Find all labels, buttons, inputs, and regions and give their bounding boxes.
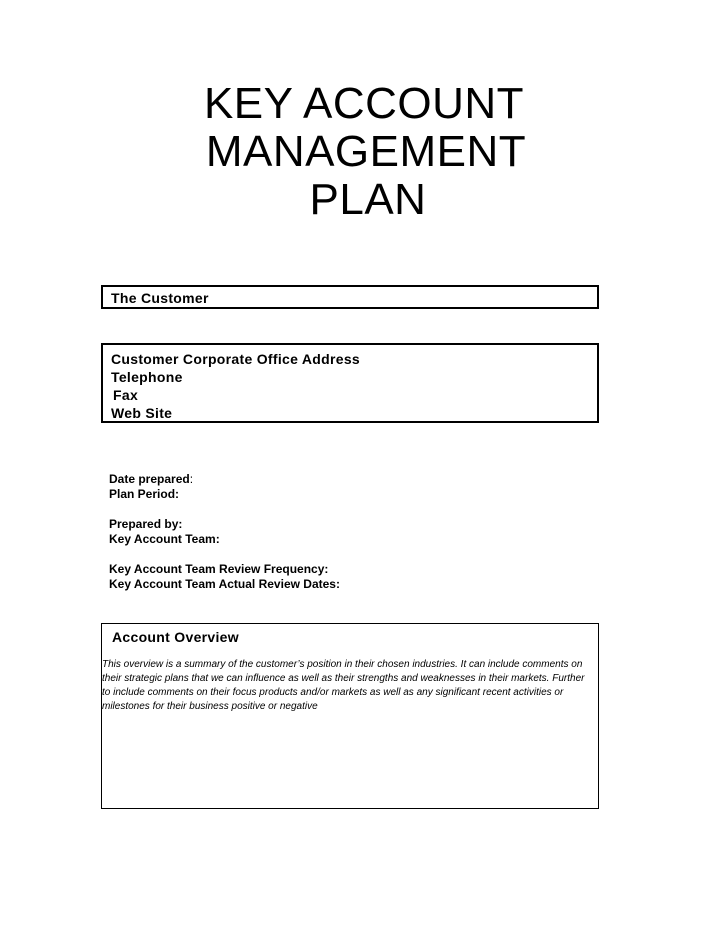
plan-metadata	[109, 472, 340, 592]
title-line-1: KEY ACCOUNT	[203, 79, 525, 128]
spacer	[109, 547, 340, 562]
customer-box	[101, 285, 599, 309]
key-account-team-label: Key Account Team:	[109, 532, 220, 546]
title-line-3: PLAN	[309, 175, 427, 224]
plan-period-label: Plan Period:	[109, 487, 180, 501]
date-prepared-row	[109, 472, 340, 487]
account-overview-heading: Account Overview	[112, 629, 239, 645]
review-frequency-label: Key Account Team Review Frequency:	[109, 562, 329, 576]
address-lines	[111, 350, 360, 422]
actual-review-dates-label: Key Account Team Actual Review Dates:	[109, 577, 340, 591]
date-prepared-colon: :	[189, 472, 194, 486]
account-overview-box	[101, 623, 599, 809]
corporate-address-label: Customer Corporate Office Address	[111, 351, 360, 367]
fax-label: Fax	[113, 387, 139, 403]
account-overview-body: This overview is a summary of the customer’s position in their chosen industries. It can include comments on their strategic plans that we can influence as well as their strengths and weaknesses in their markets. Further to include comments on their focus products and/or markets as well as any significant recent activities or milestones for their business positive or negative	[102, 659, 585, 712]
customer-label: The Customer	[111, 290, 209, 306]
address-box	[101, 343, 599, 423]
title-line-2: MANAGEMENT	[205, 127, 527, 176]
spacer	[109, 502, 340, 517]
prepared-by-label: Prepared by:	[109, 517, 183, 531]
document-title	[0, 80, 728, 224]
date-prepared-label: Date prepared	[109, 472, 190, 486]
website-label: Web Site	[111, 405, 173, 421]
telephone-label: Telephone	[111, 369, 183, 385]
